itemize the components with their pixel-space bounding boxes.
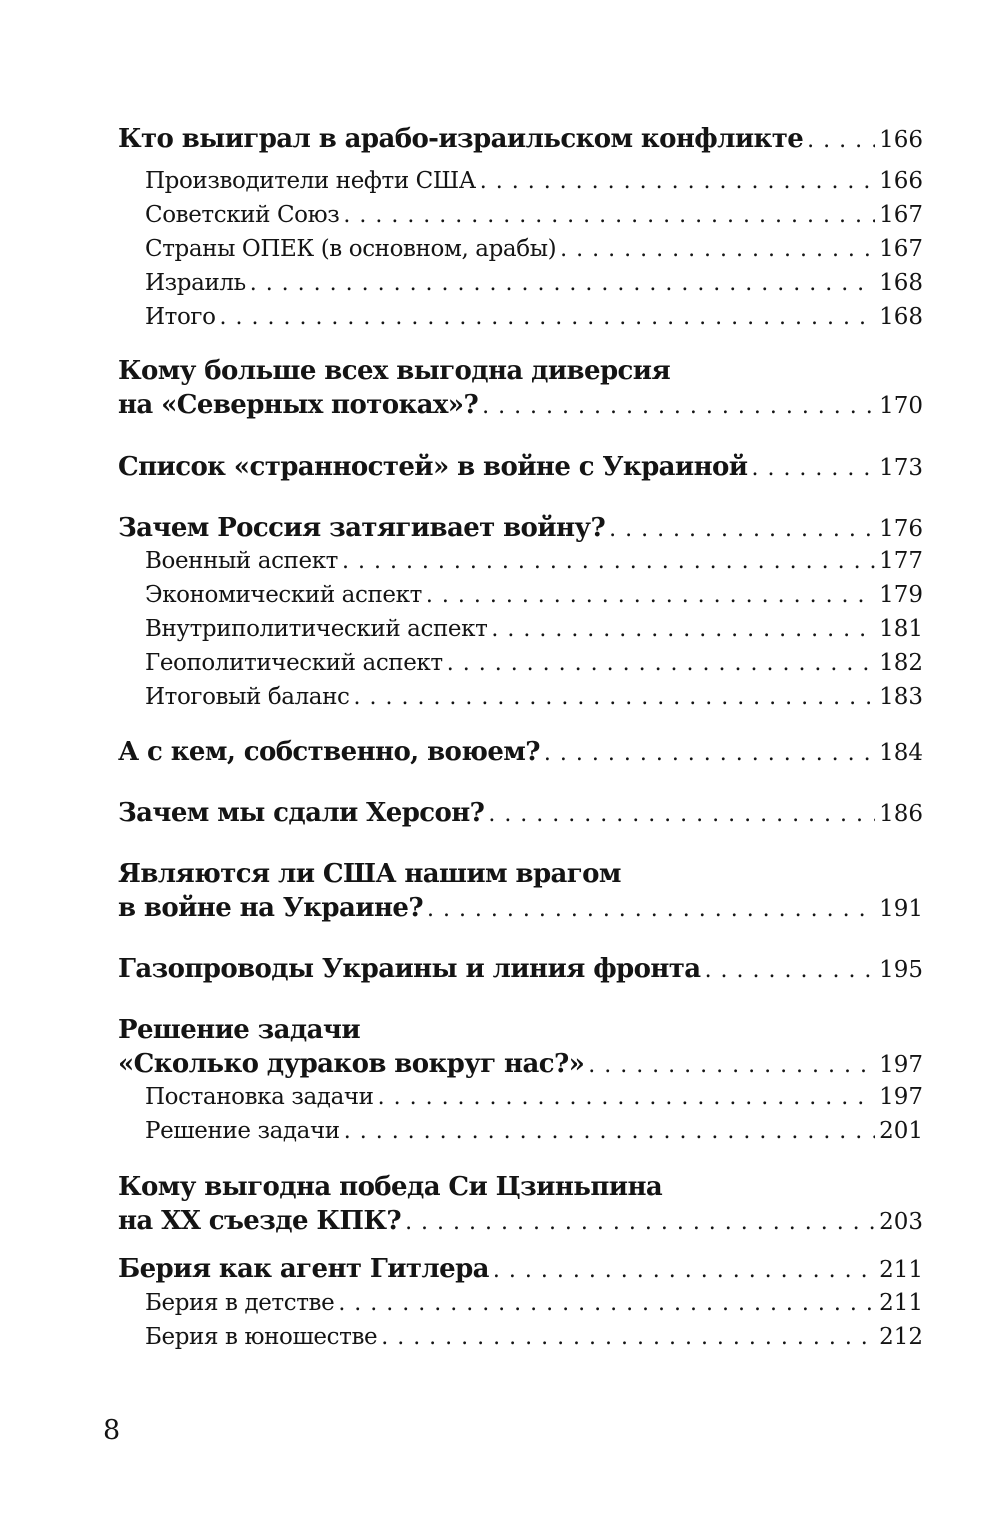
dot-leader	[338, 549, 875, 574]
toc-subentry-page: 183	[879, 684, 923, 710]
toc-subentry	[145, 684, 923, 710]
toc-entry-title-line1: Решение задачи	[118, 1015, 361, 1045]
toc-subentry	[145, 616, 923, 642]
dot-leader	[340, 1119, 875, 1144]
toc-subentry-title: Военный аспект	[145, 548, 338, 574]
toc-entry-title: Список «странностей» в войне с Украиной	[118, 452, 748, 482]
toc-entry	[118, 513, 923, 543]
toc-subentry-title: Израиль	[145, 270, 246, 296]
toc-subentry-title: Решение задачи	[145, 1118, 340, 1144]
toc-subentry-page: 167	[879, 202, 923, 228]
dot-leader	[401, 1210, 875, 1235]
toc-entry-page: 176	[879, 516, 923, 542]
toc-entry-title: Берия как агент Гитлера	[118, 1254, 489, 1284]
toc-entry	[118, 124, 923, 154]
toc-entry-title: «Сколько дураков вокруг нас?»	[118, 1049, 585, 1079]
dot-leader	[350, 685, 875, 710]
toc-entry-page: 191	[879, 896, 923, 922]
dot-leader	[487, 617, 875, 642]
toc-entry-page: 195	[879, 957, 923, 983]
toc-entry-page: 203	[879, 1209, 923, 1235]
toc-subentry-title: Производители нефти США	[145, 168, 476, 194]
toc-entry	[118, 798, 923, 828]
toc-subentry-page: 201	[879, 1118, 923, 1144]
toc-entry-title: на XX съезде КПК?	[118, 1206, 402, 1236]
dot-leader	[605, 517, 875, 542]
toc-subentry	[145, 1118, 923, 1144]
toc-entry-title: Зачем Россия затягивает войну?	[118, 513, 606, 543]
toc-subentry-page: 197	[879, 1084, 923, 1110]
toc-subentry	[145, 1084, 923, 1110]
toc-subentry-title: Страны ОПЕК (в основном, арабы)	[145, 236, 557, 262]
dot-leader	[422, 583, 875, 608]
toc-entry-title: Газопроводы Украины и линия фронта	[118, 954, 701, 984]
toc-entry-page: 166	[879, 127, 923, 153]
toc-subentry-title: Берия в юношестве	[145, 1324, 378, 1350]
toc-subentry-page: 181	[879, 616, 923, 642]
toc-subentry-title: Геополитический аспект	[145, 650, 443, 676]
toc-entry	[118, 737, 923, 767]
toc-subentry	[145, 270, 923, 296]
dot-leader	[246, 271, 875, 296]
dot-leader	[556, 237, 875, 262]
dot-leader	[478, 394, 875, 419]
toc-entry-title-line1: Кому выгодна победа Си Цзиньпина	[118, 1172, 663, 1202]
toc-entry-page: 184	[879, 740, 923, 766]
toc-entry-page: 186	[879, 801, 923, 827]
toc-entry	[118, 1049, 923, 1079]
toc-subentry-title: Берия в детстве	[145, 1290, 335, 1316]
toc-subentry-page: 167	[879, 236, 923, 262]
toc-subentry-title: Итого	[145, 304, 216, 330]
dot-leader	[540, 741, 875, 766]
toc-subentry-title: Внутриполитический аспект	[145, 616, 488, 642]
dot-leader	[747, 456, 875, 481]
dot-leader	[374, 1085, 875, 1110]
dot-leader	[216, 305, 875, 330]
dot-leader	[476, 169, 875, 194]
toc-subentry-page: 168	[879, 270, 923, 296]
dot-leader	[484, 802, 875, 827]
toc-entry-line1	[118, 1172, 923, 1202]
toc-subentry	[145, 1290, 923, 1316]
toc-entry-page: 197	[879, 1052, 923, 1078]
toc-subentry-page: 166	[879, 168, 923, 194]
toc-entry-line1	[118, 1015, 923, 1045]
dot-leader	[489, 1258, 875, 1283]
toc-subentry	[145, 582, 923, 608]
toc-entry-title: на «Северных потоках»?	[118, 390, 479, 420]
toc-entry	[118, 893, 923, 923]
toc-subentry	[145, 650, 923, 676]
toc-subentry	[145, 1324, 923, 1350]
toc-subentry-title: Постановка задачи	[145, 1084, 374, 1110]
toc-subentry	[145, 548, 923, 574]
toc-subentry-page: 177	[879, 548, 923, 574]
toc-subentry	[145, 168, 923, 194]
toc-subentry-title: Итоговый баланс	[145, 684, 350, 710]
toc-subentry-title: Экономический аспект	[145, 582, 422, 608]
toc-subentry-title: Советский Союз	[145, 202, 340, 228]
toc-entry-page: 170	[879, 393, 923, 419]
toc-entry	[118, 1206, 923, 1236]
toc-subentry-page: 168	[879, 304, 923, 330]
dot-leader	[423, 897, 875, 922]
toc-subentry-page: 212	[879, 1324, 923, 1350]
dot-leader	[334, 1291, 875, 1316]
toc-entry-title: Кто выиграл в арабо-израильском конфликте	[118, 124, 804, 154]
toc-subentry-page: 179	[879, 582, 923, 608]
toc-entry-page: 173	[879, 455, 923, 481]
dot-leader	[339, 203, 875, 228]
toc-entry-line1	[118, 859, 923, 889]
toc-entry-title: Зачем мы сдали Херсон?	[118, 798, 485, 828]
toc-subentry	[145, 236, 923, 262]
toc-entry-title: А с кем, собственно, воюем?	[118, 737, 540, 767]
toc-entry	[118, 390, 923, 420]
dot-leader	[443, 651, 875, 676]
toc-entry	[118, 1254, 923, 1284]
toc-entry-title-line1: Кому больше всех выгодна диверсия	[118, 356, 671, 386]
toc-entry-title-line1: Являются ли США нашим врагом	[118, 859, 621, 889]
dot-leader	[584, 1053, 875, 1078]
toc-entry-page: 211	[879, 1257, 923, 1283]
page-number: 8	[103, 1415, 121, 1446]
toc-entry-title: в войне на Украине?	[118, 893, 423, 923]
toc-entry	[118, 452, 923, 482]
dot-leader	[701, 958, 875, 983]
toc-subentry-page: 211	[879, 1290, 923, 1316]
toc-subentry	[145, 304, 923, 330]
toc-subentry-page: 182	[879, 650, 923, 676]
dot-leader	[377, 1325, 875, 1350]
dot-leader	[803, 128, 875, 153]
toc-entry-line1	[118, 356, 923, 386]
toc-entry	[118, 954, 923, 984]
toc-subentry	[145, 202, 923, 228]
